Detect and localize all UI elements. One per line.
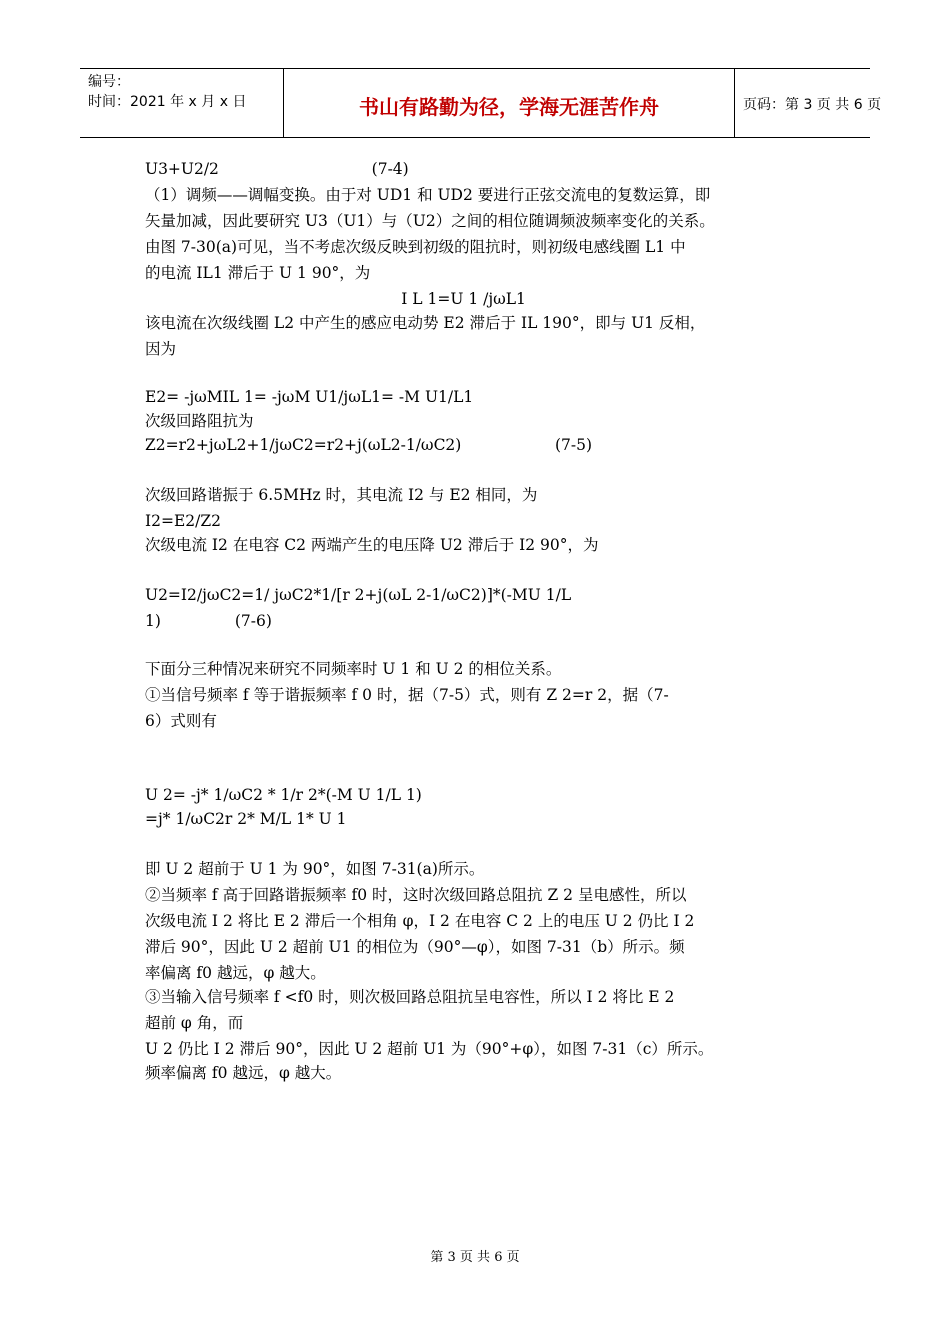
body-line: 超前 φ 角，而: [145, 1014, 244, 1032]
body-line: 次级电流 I2 在电容 C2 两端产生的电压降 U2 滞后于 I2 90°，为: [145, 536, 599, 554]
document-number-label: 编号：: [88, 74, 130, 90]
body-line: 次级回路阻抗为: [145, 412, 254, 430]
body-line: 次级电流 I 2 将比 E 2 滞后一个相角 φ，I 2 在电容 C 2 上的电压 U 2 仍比 I 2: [145, 912, 695, 930]
formula-line: U2=I2/jωC2=1/ jωC2*1/[r 2+j(ωL 2-1/ωC2)]*(-MU 1/L: [145, 586, 572, 604]
body-line: 的电流 IL1 滞后于 U 1 90°，为: [145, 264, 371, 282]
page-header: [80, 68, 882, 138]
body-line: 6）式则有: [145, 712, 217, 730]
formula-line: U 2= -j* 1/ωC2 * 1/r 2*(-M U 1/L 1): [145, 786, 422, 804]
body-line: 该电流在次级线圈 L2 中产生的感应电动势 E2 滞后于 IL 190°，即与 U1 反相，: [145, 314, 706, 332]
header-page-number: 页码：第 3 页 共 6 页: [743, 97, 882, 113]
formula-line: =j* 1/ωC2r 2* M/L 1* U 1: [145, 810, 347, 828]
body-line: 下面分三种情况来研究不同频率时 U 1 和 U 2 的相位关系。: [145, 660, 562, 678]
header-info-cell: [80, 69, 283, 137]
body-line: 率偏离 f0 越远，φ 越大。: [145, 964, 326, 982]
body-line: U3+U2/2 (7-4): [145, 160, 409, 178]
body-line: 即 U 2 超前于 U 1 为 90°，如图 7-31(a)所示。: [145, 860, 485, 878]
body-line: 因为: [145, 340, 177, 358]
body-line: 频率偏离 f0 越远，φ 越大。: [145, 1064, 342, 1082]
formula-line: E2= -jωMIL 1= -jωM U1/jωL1= -M U1/L1: [145, 388, 474, 406]
body-line: 由图 7-30(a)可见，当不考虑次级反映到初级的阻抗时，则初级电感线圈 L1 中: [145, 238, 686, 256]
body-line: 滞后 90°，因此 U 2 超前 U1 的相位为（90°—φ），如图 7-31（b）所示。频: [145, 938, 685, 956]
body-line: ②当频率 f 高于回路谐振频率 f0 时，这时次级回路总阻抗 Z 2 呈电感性，所以: [145, 886, 687, 904]
page-footer: 第 3 页 共 6 页: [430, 1250, 520, 1265]
body-line: （1）调频——调幅变换。由于对 UD1 和 UD2 要进行正弦交流电的复数运算，即: [145, 186, 711, 204]
formula-line: I2=E2/Z2: [145, 512, 222, 530]
header-page-cell: [735, 69, 882, 137]
body-line: 矢量加减，因此要研究 U3（U1）与（U2）之间的相位随调频波频率变化的关系。: [145, 212, 715, 230]
body-line: ①当信号频率 f 等于谐振频率 f 0 时，据（7-5）式，则有 Z 2=r 2，据（7-: [145, 686, 669, 704]
formula-line: 1) (7-6): [145, 612, 272, 630]
body-line: U 2 仍比 I 2 滞后 90°，因此 U 2 超前 U1 为（90°+φ），如图 7-31（c）所示。: [145, 1040, 714, 1058]
motto-text: 书山有路勤为径，学海无涯苦作舟: [359, 95, 659, 119]
body-line: ③当输入信号频率 f <f0 时，则次极回路总阻抗呈电容性，所以 I 2 将比 E 2: [145, 988, 675, 1006]
formula-line: Z2=r2+jωL2+1/jωC2=r2+j(ωL2-1/ωC2) (7-5): [145, 436, 593, 454]
document-date-label: 时间：2021 年 x 月 x 日: [88, 94, 247, 110]
header-motto-cell: [283, 69, 735, 137]
body-line: 次级回路谐振于 6.5MHz 时，其电流 I2 与 E2 相同，为: [145, 486, 538, 504]
body-line: I L 1=U 1 /jωL1: [145, 290, 526, 308]
